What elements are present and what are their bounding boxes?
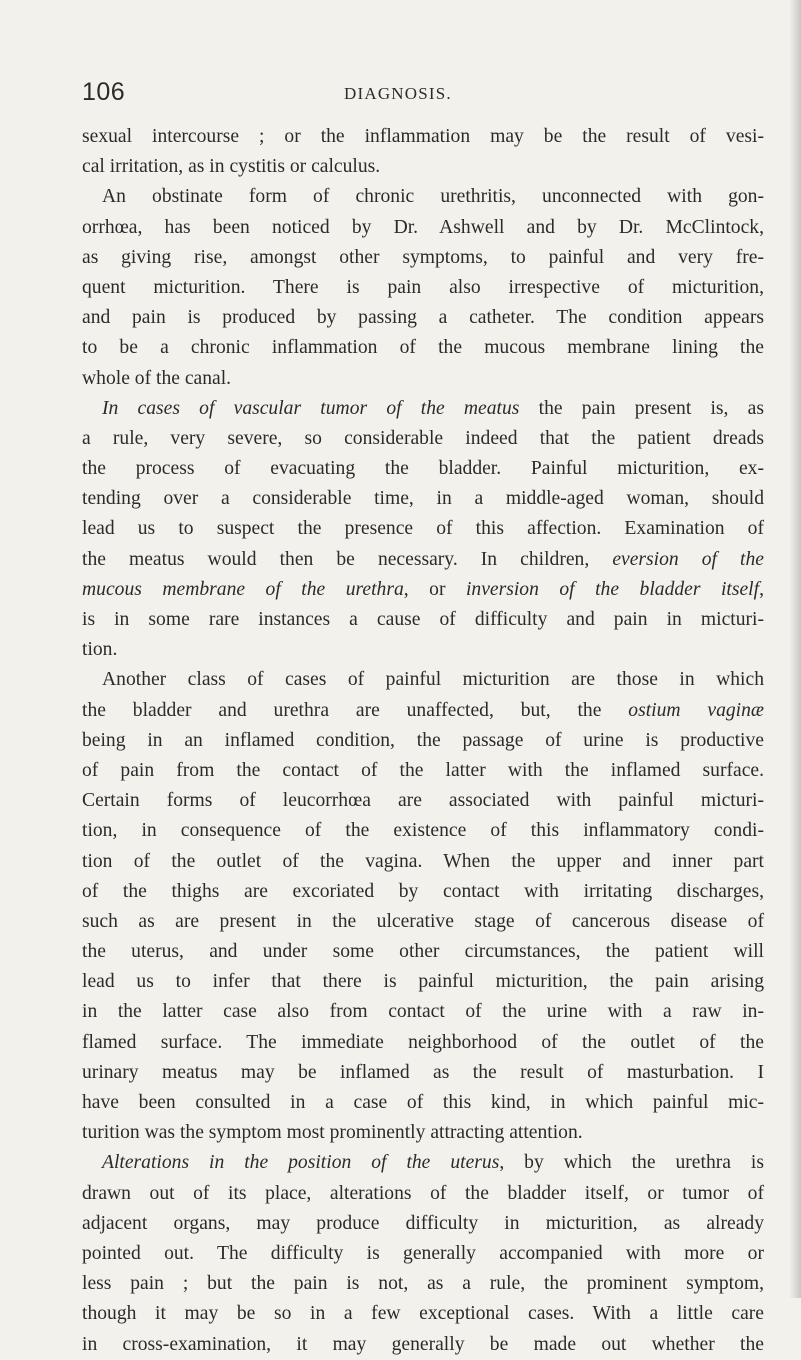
- page-header: [82, 78, 762, 110]
- text-line: have been consulted in a case of this kind, in which painful mic-: [82, 1092, 764, 1113]
- italic-phrase: ostium vaginæ: [628, 699, 764, 721]
- text-line: less pain ; but the pain is not, as a rule, the prominent symptom,: [82, 1273, 764, 1295]
- text-line: is in some rare instances a cause of difficulty and pain in micturi-: [82, 609, 764, 630]
- text-line: sexual intercourse ; or the inflammation may be the result of vesi-: [82, 126, 764, 147]
- text-line: as giving rise, amongst other symptoms, to painful and very fre-: [82, 246, 764, 268]
- text-line: drawn out of its place, alterations of the bladder itself, or tumor of: [82, 1182, 764, 1204]
- text-line-italic-lead: [82, 1148, 764, 1178]
- text-fragment: , or: [403, 578, 466, 600]
- text-fragment: the pain present is, as: [519, 397, 764, 419]
- italic-phrase: In cases of vascular tumor of the meatus: [102, 397, 520, 419]
- text-line-italic-tail: [82, 545, 764, 575]
- text-line: turition was the symptom most prominently attracting attention.: [82, 1122, 583, 1144]
- text-line: the uterus, and under some other circumstances, the patient will: [82, 941, 764, 963]
- italic-phrase: inversion of the bladder itself: [465, 578, 760, 600]
- text-line: in the latter case also from contact of the urine with a raw in-: [82, 1001, 764, 1023]
- text-line-italic-tail: [82, 696, 764, 726]
- text-fragment: the meatus would then be necessary. In children,: [82, 548, 613, 570]
- text-line: urinary meatus may be inflamed as the result of masturbation. I: [82, 1061, 764, 1083]
- text-line: to be a chronic inflammation of the mucous membrane lining the: [82, 337, 764, 359]
- text-line: lead us to suspect the presence of this affection. Examination of: [82, 518, 764, 540]
- text-line: Certain forms of leucorrhœa are associated with painful micturi-: [82, 790, 764, 812]
- text-line: the process of evacuating the bladder. Painful micturition, ex-: [82, 458, 764, 480]
- text-line: tion.: [82, 639, 118, 661]
- text-line-italic-mixed: [82, 575, 764, 605]
- running-title: DIAGNOSIS.: [344, 84, 452, 103]
- text-line: pointed out. The difficulty is generally accompanied with more or: [82, 1242, 764, 1264]
- text-line: cal irritation, as in cystitis or calculus.: [82, 156, 381, 178]
- text-line: adjacent organs, may produce difficulty in micturition, as already: [82, 1212, 764, 1234]
- text-line: whole of the canal.: [82, 367, 232, 389]
- body-text: [82, 122, 764, 1360]
- text-line: lead us to infer that there is painful micturition, the pain arising: [82, 971, 764, 993]
- text-line: a rule, very severe, so considerable indeed that the patient dreads: [82, 427, 764, 449]
- text-fragment: the bladder and urethra are unaffected, but, the: [82, 699, 629, 721]
- text-fragment: ,: [759, 578, 764, 600]
- text-line: and pain is produced by passing a catheter. The condition appears: [82, 307, 764, 329]
- italic-phrase: eversion of the: [612, 548, 764, 570]
- text-line: such as are present in the ulcerative stage of cancerous disease of: [82, 910, 764, 932]
- italic-phrase: Alterations in the position of the uterus: [102, 1152, 500, 1174]
- text-line: though it may be so in a few exceptional cases. With a little care: [82, 1303, 764, 1325]
- text-line: tion, in consequence of the existence of this inflammatory condi-: [82, 820, 764, 842]
- text-line: tion of the outlet of the vagina. When the upper and inner part: [82, 850, 764, 872]
- text-line-italic-lead: [82, 394, 764, 424]
- text-line: of pain from the contact of the latter with the inflamed surface.: [82, 759, 764, 781]
- italic-phrase: mucous membrane of the urethra: [82, 578, 404, 600]
- page-edge-shadow: [789, 0, 801, 1298]
- text-line: of the thighs are excoriated by contact with irritating discharges,: [82, 880, 764, 902]
- text-line: tending over a considerable time, in a middle-aged woman, should: [82, 488, 764, 510]
- text-line: Another class of cases of painful micturition are those in which: [102, 669, 764, 691]
- page-number: 106: [82, 78, 126, 106]
- text-line: An obstinate form of chronic urethritis, unconnected with gon-: [102, 186, 764, 208]
- text-line: in cross-examination, it may generally be made out whether the: [82, 1333, 764, 1355]
- text-line: orrhœa, has been noticed by Dr. Ashwell and by Dr. McClintock,: [82, 216, 764, 238]
- text-line: being in an inflamed condition, the passage of urine is productive: [82, 729, 764, 751]
- text-fragment: , by which the urethra is: [499, 1152, 764, 1174]
- text-line: flamed surface. The immediate neighborhood of the outlet of the: [82, 1031, 764, 1053]
- text-line: quent micturition. There is pain also irrespective of micturition,: [82, 276, 764, 298]
